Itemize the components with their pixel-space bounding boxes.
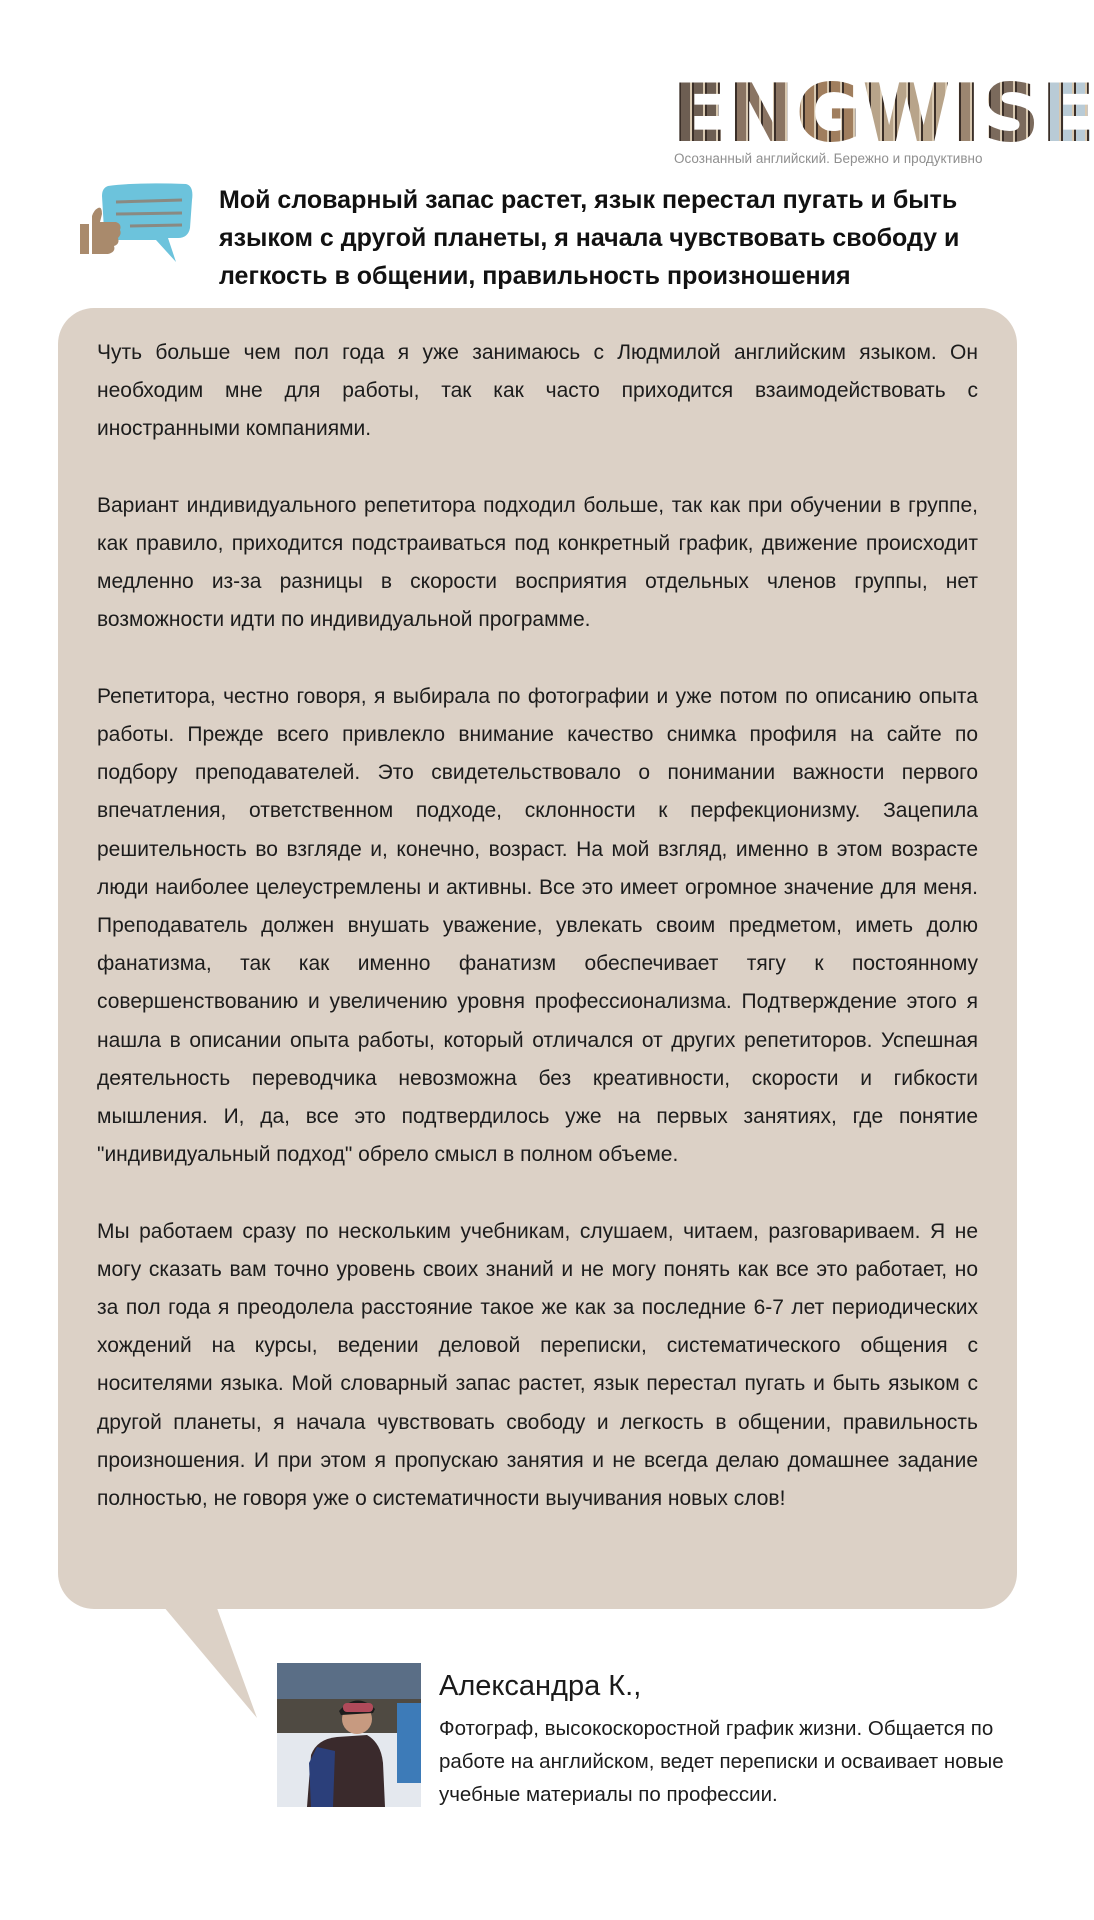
cuff-shape bbox=[80, 224, 89, 254]
logo-letter: S bbox=[982, 67, 1038, 160]
review-text bbox=[97, 334, 978, 1556]
author-name: Александра К., bbox=[439, 1670, 642, 1702]
thumbs-up-chat-icon bbox=[78, 182, 196, 264]
review-headline: Мой словарный запас растет, язык перестал пугать и быть языком с другой планеты, я начала чувствовать свободу и легкость в общении, правильность произношения bbox=[219, 186, 960, 290]
logo-letter: G bbox=[795, 67, 860, 160]
logo-letter: I bbox=[951, 67, 980, 160]
chat-line bbox=[116, 213, 182, 214]
review-paragraph: Чуть больше чем пол года я уже занимаюсь с Людмилой английским языком. Он необходим мне для работы, так как часто приходится взаимодействовать с иностранными компаниями. bbox=[97, 341, 978, 441]
logo-letter: E bbox=[672, 67, 725, 160]
brand-tagline: Осознанный английский. Бережно и продуктивно bbox=[674, 151, 983, 166]
author-avatar bbox=[277, 1663, 421, 1807]
logo-letter: N bbox=[727, 67, 793, 160]
review-paragraph: Мы работаем сразу по нескольким учебникам, слушаем, читаем, разговариваем. Я не могу сказать вам точно уровень своих знаний и не могу понять как все это работает, но за пол года я преодолела расстояние такое же как за последние 6-7 лет периодических хождений на курсы, ведении деловой переписки, систематического общения с носителями языка. Мой словарный запас растет, язык перестал пугать и быть языком с другой планеты, я начала чувствовать свободу и легкость в общении, правильность произношения. И при этом я пропускаю занятия и не всегда делаю домашнее задание полностью, не говоря уже о систематичности выучивания новых слов! bbox=[97, 1219, 978, 1511]
review-paragraph: Вариант индивидуального репетитора подходил больше, так как при обучении в группе, как правило, приходится подстраиваться под конкретный график, движение происходит медленно из-за разницы в скорости восприятия отдельных членов группы, нет возможности идти по индивидуальной программе. bbox=[97, 493, 978, 632]
logo-letter: E bbox=[1040, 67, 1094, 160]
avatar-photo bbox=[277, 1663, 421, 1807]
chat-line bbox=[116, 200, 182, 202]
logo-letter: W bbox=[862, 67, 949, 160]
review-paragraph: Репетитора, честно говоря, я выбирала по фотографии и уже потом по описанию опыта работы. Прежде всего привлекло внимание качество снимка профиля на сайте по подбору преподавателей. Это свидетельствовало о понимании важности первого впечатления, ответственном подходе, склонности к перфекционизму. Зацепила решительность во взгляде и, конечно, возраст. На мой взгляд, именно в этом возрасте люди наиболее целеустремлены и активны. Все это имеет огромное значение для меня. Преподаватель должен внушать уважение, увлекать своим предметом, иметь долю фанатизма, так как именно фанатизм обеспечивает тягу к постоянному совершенствованию и увеличению уровня профессионализма. Подтверждение этого я нашла в описании опыта работы, который отличался от других репетиторов. Успешная деятельность переводчика невозможна без креативности, скорости и гибкости мышления. И, да, все это подтвердилось уже на первых занятиях, где понятие "индивидуальный подход" обрело смысл в полном объеме. bbox=[97, 684, 978, 1167]
chat-line bbox=[130, 225, 182, 226]
author-bio: Фотограф, высокоскоростной график жизни. Общается по работе на английском, ведет переписки и осваивает новые учебные материалы по профессии. bbox=[439, 1717, 1004, 1806]
